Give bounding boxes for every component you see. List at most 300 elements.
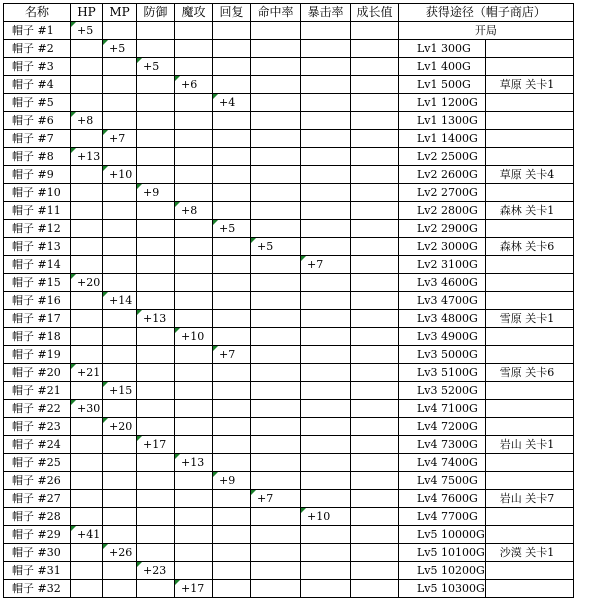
stat-empty-cell[interactable] (137, 490, 175, 508)
stat-empty-cell[interactable] (301, 544, 351, 562)
hat-name-cell[interactable]: 帽子 #12 (4, 220, 71, 238)
hat-name-cell[interactable]: 帽子 #5 (4, 94, 71, 112)
location-cell[interactable] (485, 40, 573, 58)
stat-empty-cell[interactable] (71, 580, 103, 598)
stat-bonus-cell[interactable]: +6 (175, 76, 213, 94)
stat-empty-cell[interactable] (251, 202, 301, 220)
location-cell[interactable]: 雪原 关卡6 (485, 364, 573, 382)
stat-empty-cell[interactable] (71, 292, 103, 310)
stat-empty-cell[interactable] (251, 328, 301, 346)
stat-empty-cell[interactable] (301, 130, 351, 148)
stat-bonus-cell[interactable]: +13 (175, 454, 213, 472)
stat-empty-cell[interactable] (71, 436, 103, 454)
stat-empty-cell[interactable] (301, 436, 351, 454)
source-cell[interactable]: Lv3 4700G (399, 292, 486, 310)
stat-empty-cell[interactable] (301, 490, 351, 508)
location-cell[interactable]: 岩山 关卡1 (485, 436, 573, 454)
stat-empty-cell[interactable] (301, 454, 351, 472)
stat-empty-cell[interactable] (175, 22, 213, 40)
stat-empty-cell[interactable] (251, 220, 301, 238)
stat-empty-cell[interactable] (251, 22, 301, 40)
source-cell[interactable]: Lv1 300G (399, 40, 486, 58)
stat-bonus-cell[interactable]: +7 (301, 256, 351, 274)
header-mp[interactable]: MP (103, 4, 137, 22)
stat-empty-cell[interactable] (103, 580, 137, 598)
stat-empty-cell[interactable] (213, 202, 251, 220)
location-cell[interactable] (485, 274, 573, 292)
location-cell[interactable] (485, 418, 573, 436)
stat-empty-cell[interactable] (351, 184, 399, 202)
stat-empty-cell[interactable] (103, 76, 137, 94)
header-growth[interactable]: 成长值 (351, 4, 399, 22)
location-cell[interactable] (485, 184, 573, 202)
header-hp[interactable]: HP (71, 4, 103, 22)
stat-empty-cell[interactable] (175, 184, 213, 202)
source-cell[interactable]: Lv2 2500G (399, 148, 486, 166)
stat-empty-cell[interactable] (175, 508, 213, 526)
stat-empty-cell[interactable] (175, 220, 213, 238)
stat-empty-cell[interactable] (103, 238, 137, 256)
stat-bonus-cell[interactable]: +8 (71, 112, 103, 130)
stat-empty-cell[interactable] (351, 418, 399, 436)
stat-bonus-cell[interactable]: +9 (137, 184, 175, 202)
hat-name-cell[interactable]: 帽子 #6 (4, 112, 71, 130)
stat-empty-cell[interactable] (175, 472, 213, 490)
hat-name-cell[interactable]: 帽子 #25 (4, 454, 71, 472)
stat-bonus-cell[interactable]: +23 (137, 562, 175, 580)
stat-empty-cell[interactable] (301, 22, 351, 40)
stat-empty-cell[interactable] (175, 40, 213, 58)
stat-empty-cell[interactable] (71, 238, 103, 256)
stat-empty-cell[interactable] (351, 310, 399, 328)
location-cell[interactable] (485, 346, 573, 364)
hat-name-cell[interactable]: 帽子 #21 (4, 382, 71, 400)
stat-empty-cell[interactable] (71, 58, 103, 76)
stat-empty-cell[interactable] (213, 580, 251, 598)
stat-empty-cell[interactable] (137, 22, 175, 40)
location-cell[interactable] (485, 292, 573, 310)
stat-bonus-cell[interactable]: +13 (71, 148, 103, 166)
stat-empty-cell[interactable] (301, 292, 351, 310)
stat-empty-cell[interactable] (213, 238, 251, 256)
source-cell[interactable]: Lv1 1400G (399, 130, 486, 148)
source-cell[interactable]: Lv4 7200G (399, 418, 486, 436)
stat-empty-cell[interactable] (71, 418, 103, 436)
stat-bonus-cell[interactable]: +13 (137, 310, 175, 328)
stat-bonus-cell[interactable]: +5 (213, 220, 251, 238)
stat-empty-cell[interactable] (175, 238, 213, 256)
stat-empty-cell[interactable] (301, 418, 351, 436)
stat-empty-cell[interactable] (137, 328, 175, 346)
stat-empty-cell[interactable] (251, 508, 301, 526)
stat-empty-cell[interactable] (213, 76, 251, 94)
source-cell[interactable]: Lv1 500G (399, 76, 486, 94)
stat-empty-cell[interactable] (251, 76, 301, 94)
stat-empty-cell[interactable] (213, 256, 251, 274)
stat-empty-cell[interactable] (137, 112, 175, 130)
stat-bonus-cell[interactable]: +10 (301, 508, 351, 526)
stat-empty-cell[interactable] (71, 76, 103, 94)
location-cell[interactable] (485, 580, 573, 598)
stat-bonus-cell[interactable]: +15 (103, 382, 137, 400)
stat-empty-cell[interactable] (251, 184, 301, 202)
stat-empty-cell[interactable] (301, 148, 351, 166)
source-cell[interactable]: Lv1 400G (399, 58, 486, 76)
header-crit-rate[interactable]: 暴击率 (301, 4, 351, 22)
stat-bonus-cell[interactable]: +5 (251, 238, 301, 256)
stat-empty-cell[interactable] (71, 544, 103, 562)
hat-name-cell[interactable]: 帽子 #32 (4, 580, 71, 598)
stat-empty-cell[interactable] (175, 58, 213, 76)
source-cell[interactable]: Lv2 2900G (399, 220, 486, 238)
stat-empty-cell[interactable] (71, 202, 103, 220)
hat-name-cell[interactable]: 帽子 #14 (4, 256, 71, 274)
stat-empty-cell[interactable] (213, 148, 251, 166)
source-cell[interactable]: Lv5 10300G (399, 580, 486, 598)
stat-empty-cell[interactable] (251, 562, 301, 580)
stat-bonus-cell[interactable]: +8 (175, 202, 213, 220)
hat-name-cell[interactable]: 帽子 #28 (4, 508, 71, 526)
stat-empty-cell[interactable] (213, 22, 251, 40)
stat-empty-cell[interactable] (213, 508, 251, 526)
stat-empty-cell[interactable] (103, 22, 137, 40)
hat-name-cell[interactable]: 帽子 #31 (4, 562, 71, 580)
source-cell[interactable]: Lv2 3000G (399, 238, 486, 256)
source-cell[interactable]: Lv2 2800G (399, 202, 486, 220)
stat-empty-cell[interactable] (71, 454, 103, 472)
source-cell[interactable]: 开局 (399, 22, 574, 40)
stat-empty-cell[interactable] (175, 562, 213, 580)
stat-empty-cell[interactable] (301, 310, 351, 328)
stat-bonus-cell[interactable]: +9 (213, 472, 251, 490)
stat-empty-cell[interactable] (351, 580, 399, 598)
stat-empty-cell[interactable] (137, 526, 175, 544)
stat-empty-cell[interactable] (251, 436, 301, 454)
stat-empty-cell[interactable] (301, 40, 351, 58)
source-cell[interactable]: Lv4 7700G (399, 508, 486, 526)
source-cell[interactable]: Lv5 10100G (399, 544, 486, 562)
stat-empty-cell[interactable] (213, 490, 251, 508)
hat-name-cell[interactable]: 帽子 #13 (4, 238, 71, 256)
stat-empty-cell[interactable] (103, 472, 137, 490)
stat-empty-cell[interactable] (351, 202, 399, 220)
stat-empty-cell[interactable] (71, 472, 103, 490)
stat-empty-cell[interactable] (213, 184, 251, 202)
hat-name-cell[interactable]: 帽子 #9 (4, 166, 71, 184)
stat-empty-cell[interactable] (175, 436, 213, 454)
stat-empty-cell[interactable] (351, 544, 399, 562)
source-cell[interactable]: Lv4 7100G (399, 400, 486, 418)
hat-name-cell[interactable]: 帽子 #26 (4, 472, 71, 490)
stat-bonus-cell[interactable]: +7 (213, 346, 251, 364)
stat-empty-cell[interactable] (137, 418, 175, 436)
stat-bonus-cell[interactable]: +17 (175, 580, 213, 598)
stat-empty-cell[interactable] (103, 148, 137, 166)
location-cell[interactable] (485, 94, 573, 112)
header-hit-rate[interactable]: 命中率 (251, 4, 301, 22)
stat-empty-cell[interactable] (351, 58, 399, 76)
stat-empty-cell[interactable] (213, 418, 251, 436)
stat-empty-cell[interactable] (351, 112, 399, 130)
stat-empty-cell[interactable] (251, 40, 301, 58)
stat-empty-cell[interactable] (175, 364, 213, 382)
hat-name-cell[interactable]: 帽子 #16 (4, 292, 71, 310)
stat-empty-cell[interactable] (103, 274, 137, 292)
stat-empty-cell[interactable] (351, 220, 399, 238)
stat-empty-cell[interactable] (137, 76, 175, 94)
stat-empty-cell[interactable] (251, 58, 301, 76)
stat-empty-cell[interactable] (251, 292, 301, 310)
stat-empty-cell[interactable] (175, 256, 213, 274)
stat-empty-cell[interactable] (301, 202, 351, 220)
source-cell[interactable]: Lv4 7500G (399, 472, 486, 490)
stat-empty-cell[interactable] (137, 130, 175, 148)
stat-bonus-cell[interactable]: +5 (137, 58, 175, 76)
hat-name-cell[interactable]: 帽子 #11 (4, 202, 71, 220)
stat-empty-cell[interactable] (301, 184, 351, 202)
stat-empty-cell[interactable] (351, 382, 399, 400)
stat-empty-cell[interactable] (301, 580, 351, 598)
stat-empty-cell[interactable] (71, 490, 103, 508)
header-recovery[interactable]: 回复 (213, 4, 251, 22)
stat-empty-cell[interactable] (71, 508, 103, 526)
location-cell[interactable] (485, 562, 573, 580)
hat-name-cell[interactable]: 帽子 #17 (4, 310, 71, 328)
stat-empty-cell[interactable] (251, 130, 301, 148)
stat-empty-cell[interactable] (301, 526, 351, 544)
location-cell[interactable] (485, 382, 573, 400)
stat-empty-cell[interactable] (103, 112, 137, 130)
stat-empty-cell[interactable] (137, 544, 175, 562)
stat-empty-cell[interactable] (351, 148, 399, 166)
stat-empty-cell[interactable] (213, 310, 251, 328)
stat-empty-cell[interactable] (137, 166, 175, 184)
stat-empty-cell[interactable] (251, 112, 301, 130)
hat-name-cell[interactable]: 帽子 #10 (4, 184, 71, 202)
stat-empty-cell[interactable] (103, 256, 137, 274)
stat-empty-cell[interactable] (71, 40, 103, 58)
stat-empty-cell[interactable] (103, 436, 137, 454)
stat-empty-cell[interactable] (213, 58, 251, 76)
stat-bonus-cell[interactable]: +5 (103, 40, 137, 58)
stat-empty-cell[interactable] (301, 220, 351, 238)
stat-empty-cell[interactable] (351, 400, 399, 418)
stat-empty-cell[interactable] (251, 364, 301, 382)
location-cell[interactable] (485, 454, 573, 472)
stat-empty-cell[interactable] (137, 382, 175, 400)
location-cell[interactable] (485, 58, 573, 76)
stat-empty-cell[interactable] (103, 364, 137, 382)
stat-empty-cell[interactable] (301, 382, 351, 400)
stat-empty-cell[interactable] (351, 562, 399, 580)
hat-name-cell[interactable]: 帽子 #7 (4, 130, 71, 148)
stat-empty-cell[interactable] (351, 526, 399, 544)
stat-empty-cell[interactable] (175, 382, 213, 400)
stat-empty-cell[interactable] (175, 148, 213, 166)
stat-empty-cell[interactable] (175, 400, 213, 418)
stat-empty-cell[interactable] (103, 94, 137, 112)
stat-empty-cell[interactable] (301, 472, 351, 490)
stat-empty-cell[interactable] (175, 310, 213, 328)
stat-empty-cell[interactable] (71, 94, 103, 112)
stat-empty-cell[interactable] (351, 346, 399, 364)
stat-empty-cell[interactable] (251, 472, 301, 490)
stat-empty-cell[interactable] (351, 328, 399, 346)
stat-empty-cell[interactable] (213, 454, 251, 472)
stat-empty-cell[interactable] (251, 148, 301, 166)
stat-bonus-cell[interactable]: +41 (71, 526, 103, 544)
source-cell[interactable]: Lv3 5200G (399, 382, 486, 400)
stat-empty-cell[interactable] (301, 112, 351, 130)
stat-bonus-cell[interactable]: +4 (213, 94, 251, 112)
hat-name-cell[interactable]: 帽子 #18 (4, 328, 71, 346)
location-cell[interactable] (485, 256, 573, 274)
source-cell[interactable]: Lv3 4900G (399, 328, 486, 346)
stat-bonus-cell[interactable]: +7 (251, 490, 301, 508)
hat-name-cell[interactable]: 帽子 #4 (4, 76, 71, 94)
stat-empty-cell[interactable] (301, 58, 351, 76)
stat-empty-cell[interactable] (213, 274, 251, 292)
stat-empty-cell[interactable] (213, 328, 251, 346)
stat-empty-cell[interactable] (103, 400, 137, 418)
stat-empty-cell[interactable] (301, 166, 351, 184)
source-cell[interactable]: Lv5 10200G (399, 562, 486, 580)
source-cell[interactable]: Lv2 3100G (399, 256, 486, 274)
stat-bonus-cell[interactable]: +26 (103, 544, 137, 562)
hat-name-cell[interactable]: 帽子 #2 (4, 40, 71, 58)
source-cell[interactable]: Lv3 4800G (399, 310, 486, 328)
hat-name-cell[interactable]: 帽子 #30 (4, 544, 71, 562)
hat-name-cell[interactable]: 帽子 #27 (4, 490, 71, 508)
stat-empty-cell[interactable] (251, 544, 301, 562)
stat-empty-cell[interactable] (137, 472, 175, 490)
stat-empty-cell[interactable] (137, 148, 175, 166)
stat-empty-cell[interactable] (137, 256, 175, 274)
stat-empty-cell[interactable] (71, 382, 103, 400)
stat-empty-cell[interactable] (71, 130, 103, 148)
source-cell[interactable]: Lv3 5100G (399, 364, 486, 382)
stat-empty-cell[interactable] (71, 184, 103, 202)
stat-empty-cell[interactable] (103, 508, 137, 526)
stat-empty-cell[interactable] (71, 562, 103, 580)
location-cell[interactable] (485, 130, 573, 148)
stat-empty-cell[interactable] (351, 256, 399, 274)
stat-empty-cell[interactable] (137, 454, 175, 472)
stat-empty-cell[interactable] (137, 94, 175, 112)
stat-empty-cell[interactable] (137, 400, 175, 418)
stat-empty-cell[interactable] (103, 202, 137, 220)
stat-empty-cell[interactable] (251, 256, 301, 274)
location-cell[interactable]: 森林 关卡1 (485, 202, 573, 220)
stat-empty-cell[interactable] (103, 346, 137, 364)
stat-empty-cell[interactable] (71, 166, 103, 184)
stat-empty-cell[interactable] (137, 274, 175, 292)
hat-name-cell[interactable]: 帽子 #3 (4, 58, 71, 76)
stat-empty-cell[interactable] (213, 166, 251, 184)
stat-empty-cell[interactable] (137, 508, 175, 526)
stat-empty-cell[interactable] (213, 364, 251, 382)
stat-empty-cell[interactable] (301, 76, 351, 94)
stat-empty-cell[interactable] (103, 490, 137, 508)
location-cell[interactable] (485, 508, 573, 526)
stat-empty-cell[interactable] (213, 526, 251, 544)
stat-empty-cell[interactable] (301, 346, 351, 364)
stat-empty-cell[interactable] (71, 346, 103, 364)
stat-empty-cell[interactable] (213, 112, 251, 130)
stat-empty-cell[interactable] (213, 562, 251, 580)
stat-empty-cell[interactable] (351, 490, 399, 508)
location-cell[interactable] (485, 526, 573, 544)
stat-empty-cell[interactable] (251, 526, 301, 544)
stat-empty-cell[interactable] (213, 292, 251, 310)
stat-empty-cell[interactable] (175, 130, 213, 148)
stat-empty-cell[interactable] (71, 310, 103, 328)
location-cell[interactable] (485, 472, 573, 490)
stat-empty-cell[interactable] (137, 40, 175, 58)
location-cell[interactable]: 沙漠 关卡1 (485, 544, 573, 562)
stat-empty-cell[interactable] (137, 202, 175, 220)
stat-empty-cell[interactable] (213, 544, 251, 562)
stat-empty-cell[interactable] (351, 292, 399, 310)
stat-bonus-cell[interactable]: +30 (71, 400, 103, 418)
source-cell[interactable]: Lv3 4600G (399, 274, 486, 292)
stat-empty-cell[interactable] (351, 94, 399, 112)
header-name[interactable]: 名称 (4, 4, 71, 22)
stat-empty-cell[interactable] (175, 94, 213, 112)
stat-empty-cell[interactable] (351, 130, 399, 148)
stat-empty-cell[interactable] (351, 436, 399, 454)
stat-empty-cell[interactable] (137, 220, 175, 238)
stat-empty-cell[interactable] (251, 454, 301, 472)
stat-empty-cell[interactable] (175, 112, 213, 130)
stat-bonus-cell[interactable]: +14 (103, 292, 137, 310)
stat-empty-cell[interactable] (251, 418, 301, 436)
stat-empty-cell[interactable] (137, 364, 175, 382)
stat-empty-cell[interactable] (301, 328, 351, 346)
stat-empty-cell[interactable] (251, 94, 301, 112)
stat-empty-cell[interactable] (251, 166, 301, 184)
source-cell[interactable]: Lv5 10000G (399, 526, 486, 544)
location-cell[interactable]: 雪原 关卡1 (485, 310, 573, 328)
header-defense[interactable]: 防御 (137, 4, 175, 22)
source-cell[interactable]: Lv1 1300G (399, 112, 486, 130)
stat-empty-cell[interactable] (103, 220, 137, 238)
stat-empty-cell[interactable] (175, 274, 213, 292)
location-cell[interactable]: 草原 关卡1 (485, 76, 573, 94)
stat-empty-cell[interactable] (351, 40, 399, 58)
stat-bonus-cell[interactable]: +5 (71, 22, 103, 40)
stat-bonus-cell[interactable]: +10 (103, 166, 137, 184)
location-cell[interactable] (485, 400, 573, 418)
stat-empty-cell[interactable] (175, 526, 213, 544)
stat-empty-cell[interactable] (213, 382, 251, 400)
stat-bonus-cell[interactable]: +20 (103, 418, 137, 436)
stat-empty-cell[interactable] (137, 346, 175, 364)
stat-empty-cell[interactable] (213, 400, 251, 418)
hat-name-cell[interactable]: 帽子 #8 (4, 148, 71, 166)
header-magic-attack[interactable]: 魔攻 (175, 4, 213, 22)
stat-empty-cell[interactable] (251, 274, 301, 292)
stat-empty-cell[interactable] (251, 310, 301, 328)
stat-empty-cell[interactable] (251, 346, 301, 364)
stat-empty-cell[interactable] (175, 166, 213, 184)
location-cell[interactable]: 森林 关卡6 (485, 238, 573, 256)
stat-empty-cell[interactable] (351, 454, 399, 472)
stat-empty-cell[interactable] (301, 238, 351, 256)
location-cell[interactable]: 岩山 关卡7 (485, 490, 573, 508)
hat-name-cell[interactable]: 帽子 #1 (4, 22, 71, 40)
stat-empty-cell[interactable] (351, 76, 399, 94)
